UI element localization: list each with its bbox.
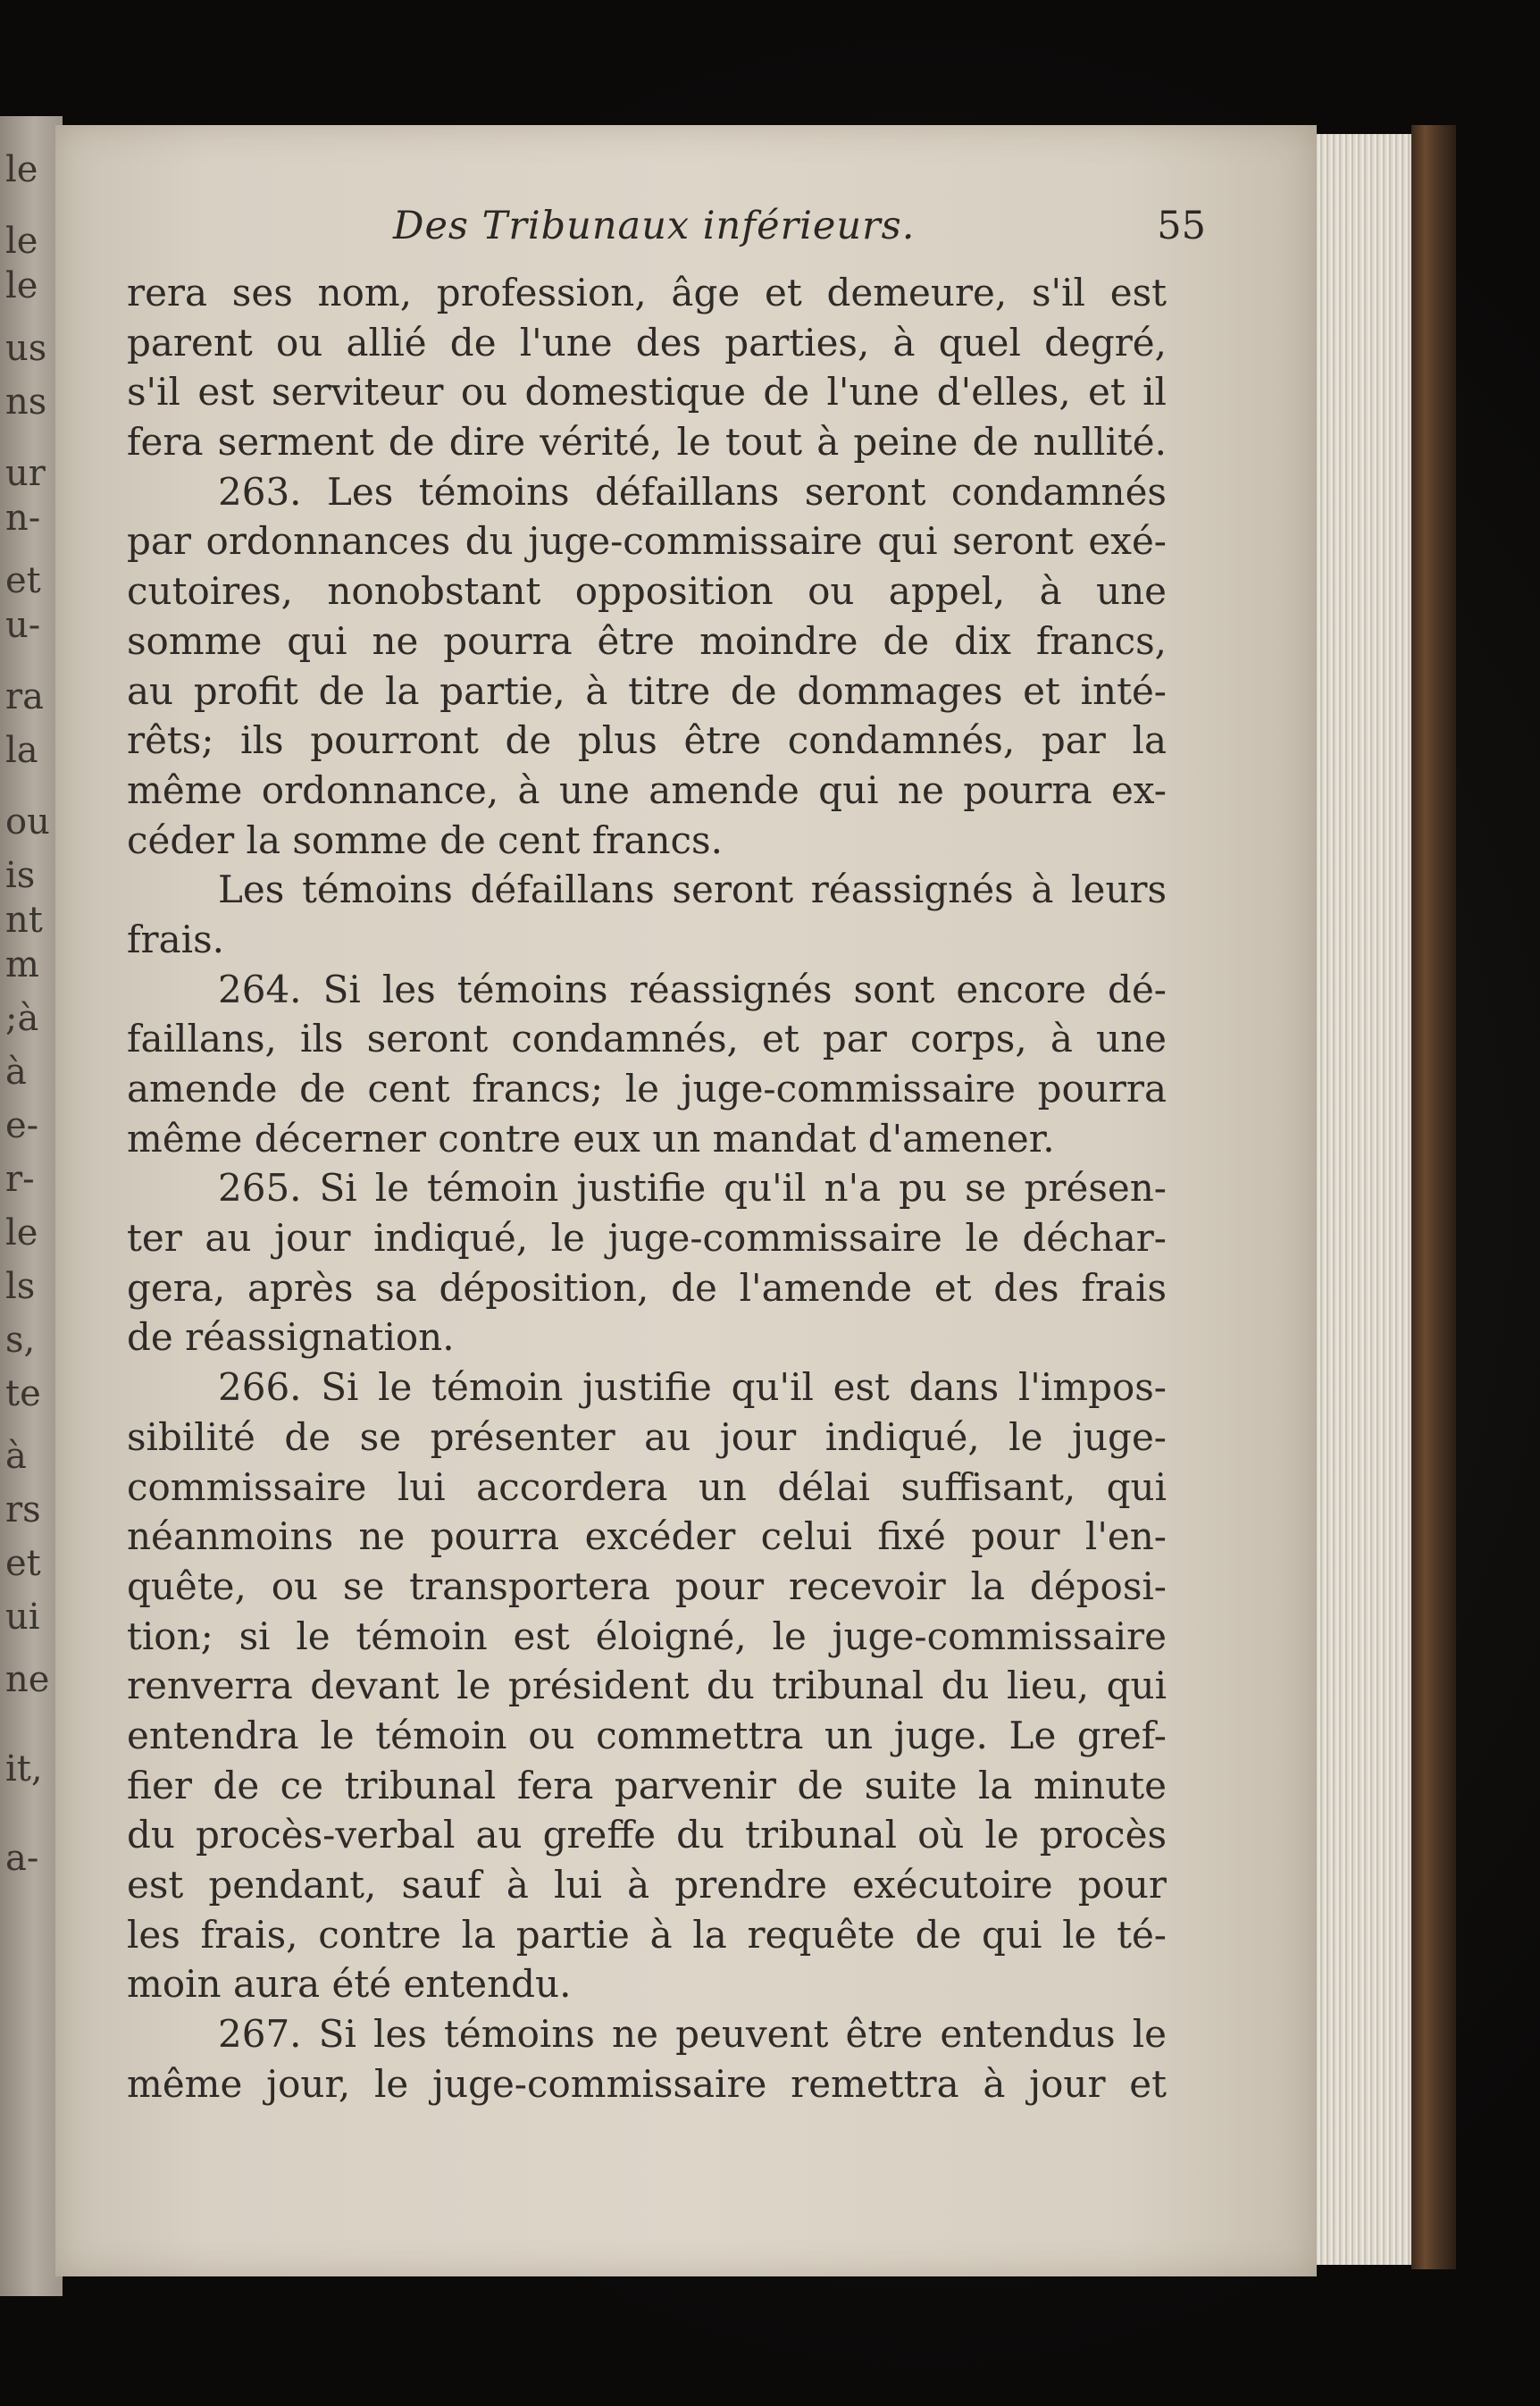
facing-page-edge [0,116,63,2296]
facing-page-fragment: a- [5,1838,39,1879]
text-line: somme qui ne pourra être moindre de dix francs, [127,618,1167,663]
facing-page-fragment: le [5,149,38,190]
text-line: 267. Si les témoins ne peuvent être entendus le [218,2012,1167,2057]
facing-page-fragment: ls [5,1266,36,1307]
facing-page-fragment: te [5,1373,41,1414]
text-line: moin aura été entendu. [127,1962,572,2007]
text-line: Les témoins défaillans seront réassignés à leurs [218,868,1167,912]
facing-page-fragment: ur [5,453,46,494]
text-line: 266. Si le témoin justifie qu'il est dans l'impos- [218,1365,1167,1410]
facing-page-fragment: u- [5,605,41,646]
text-line: de réassignation. [127,1315,455,1360]
facing-page-fragment: ns [5,381,47,423]
facing-page-fragment: à [5,1436,27,1477]
facing-page-fragment: e- [5,1105,39,1146]
text-line: par ordonnances du juge-commissaire qui seront exé- [127,519,1167,564]
facing-page-fragment: et [5,560,41,601]
text-line: frais. [127,917,224,961]
text-line: quête, ou se transportera pour recevoir la déposi- [127,1563,1167,1608]
text-line: tion; si le témoin est éloigné, le juge-commissaire [127,1614,1167,1658]
facing-page-fragment: ui [5,1597,40,1638]
page-stack-edge [1317,134,1424,2265]
book-cover-edge [1411,125,1456,2269]
facing-page-fragment: ne [5,1659,50,1700]
facing-page-fragment: s, [5,1320,36,1361]
text-line: 263. Les témoins défaillans seront condamnés [218,469,1167,514]
facing-page-fragment: m [5,944,39,985]
facing-page-fragment: à [5,1052,27,1093]
facing-page-fragment: ou [5,801,50,843]
text-line: faillans, ils seront condamnés, et par corps, à une [127,1017,1167,1061]
text-line: les frais, contre la partie à la requête de qui le té- [127,1912,1167,1957]
text-line: même décerner contre eux un mandat d'amener. [127,1116,1055,1161]
body-text [127,268,1167,2108]
facing-page-fragment: et [5,1543,41,1584]
text-line: s'il est serviteur ou domestique de l'une d'elles, et il [127,370,1167,415]
facing-page-fragment: it, [5,1748,43,1790]
text-line: sibilité de se présenter au jour indiqué, le juge- [127,1414,1167,1459]
facing-page-fragment: n- [5,498,41,539]
text-line: commissaire lui accordera un délai suffisant, qui [127,1464,1167,1509]
text-line: fera serment de dire vérité, le tout à peine de nullité. [127,420,1167,465]
running-head [55,204,1317,257]
text-line: renverra devant le président du tribunal du lieu, qui [127,1664,1167,1708]
text-line: parent ou allié de l'une des parties, à quel degré, [127,320,1167,365]
text-line: entendra le témoin ou commettra un juge. Le gref- [127,1713,1167,1757]
facing-page-fragment: ra [5,676,44,717]
facing-page-fragment: le [5,1212,38,1253]
text-line: céder la somme de cent francs. [127,817,723,862]
text-line: rêts; ils pourront de plus être condamnés, par la [127,718,1167,763]
facing-page-fragment: ;à [5,998,39,1039]
facing-page-fragment: is [5,855,36,896]
facing-page-fragment: le [5,265,38,306]
text-line: même jour, le juge-commissaire remettra à jour et [127,2061,1167,2106]
facing-page-fragment: la [5,730,38,771]
facing-page-fragment: rs [5,1489,41,1530]
text-line: cutoires, nonobstant opposition ou appel, à une [127,569,1167,614]
text-line: ter au jour indiqué, le juge-commissaire le déchar- [127,1216,1167,1261]
text-line: amende de cent francs; le juge-commissaire pourra [127,1067,1167,1111]
text-line: du procès-verbal au greffe du tribunal où le procès [127,1813,1167,1857]
text-line: néanmoins ne pourra excéder celui fixé pour l'en- [127,1514,1167,1559]
text-line: même ordonnance, à une amende qui ne pourra ex- [127,767,1167,812]
text-line: 264. Si les témoins réassignés sont encore dé- [218,967,1167,1011]
text-line: gera, après sa déposition, de l'amende et des frais [127,1265,1167,1310]
facing-page-fragment: r- [5,1159,35,1200]
text-line: rera ses nom, profession, âge et demeure, s'il est [127,271,1167,314]
facing-page-fragment: nt [5,900,43,941]
running-head-title: Des Tribunaux inférieurs. [393,204,916,248]
facing-page-fragment: le [5,221,38,262]
page-number: 55 [1157,204,1206,248]
facing-page-fragment: us [5,328,47,369]
text-line: au profit de la partie, à titre de dommages et inté- [127,668,1167,713]
text-line: est pendant, sauf à lui à prendre exécutoire pour [127,1863,1167,1907]
text-line: 265. Si le témoin justifie qu'il n'a pu se présen- [218,1166,1167,1211]
text-line: fier de ce tribunal fera parvenir de suite la minute [127,1763,1167,1807]
